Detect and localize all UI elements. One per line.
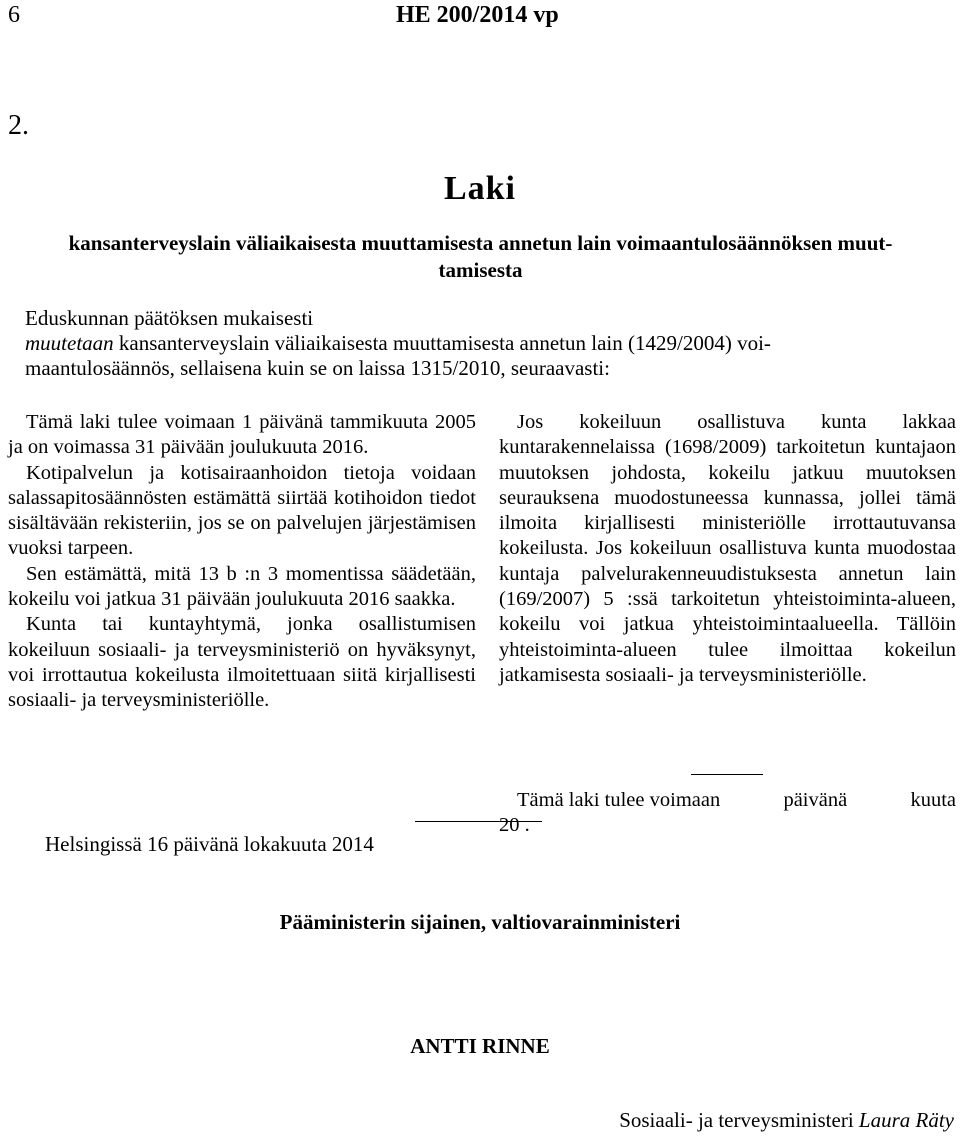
left-paragraph: Sen estämättä, mitä 13 b :n 3 momentissa säädetään, kokeilu voi jatkua 31 päivään joulukuuta 2016 saakka.: [8, 562, 476, 611]
decree-text: kansanterveyslain väliaikaisesta muuttamisesta annetun lain (1429/2004) voi-: [113, 331, 771, 355]
countersignature: [619, 1108, 954, 1133]
signature-divider: [415, 821, 542, 822]
section-divider: [691, 774, 763, 775]
left-column: [8, 410, 476, 714]
right-column: [499, 410, 956, 688]
entry-year: 20 .: [499, 814, 530, 837]
enacting-formula: Eduskunnan päätöksen mukaisesti: [25, 306, 314, 330]
left-paragraph: Kunta tai kuntayhtymä, jonka osallistumisen kokeiluun sosiaali- ja terveysministeriö on hyväksynyt, voi irrottautua kokeilusta ilmoitettuaan siitä kirjallisesti sosiaali- ja terveysministeriölle.: [8, 613, 476, 712]
left-paragraph: Kotipalvelun ja kotisairaanhoidon tietoja voidaan salassapitosäännösten estämättä siirtää kotihoidon tiedot sisältävään rekisteriin, jos se on palvelujen järjestämisen vuoksi tarpeen.: [8, 461, 476, 560]
amendment-clause: [25, 331, 950, 356]
law-subtitle: [8, 230, 953, 284]
law-subtitle-line: tamisesta: [438, 258, 523, 282]
right-paragraph: Jos kokeiluun osallistuva kunta lakkaa kuntarakennelaissa (1698/2009) tarkoitetun kuntajaon muutoksen johdosta, kokeilu jatkuu muutoksen seurauksena muodostuneessa kunnassa, jollei tämä ilmoita kirjallisesti ministeriölle irrottautuvansa kokeilusta. Jos kokeiluun osallistuva kunta muodostaa kuntaja palvelurakenneuudistuksesta annetun lain (169/2007) 5 :ssä tarkoitetun yhteistoiminta-alueen, kokeilu voi jatkua yhteistoimintaalueella. Tällöin yhteistoiminta-alueen tulee ilmoittaa kokeilun jatkamisesta sosiaali- ja terveysministeriölle.: [499, 411, 956, 686]
entry-text-month: kuuta: [910, 789, 956, 811]
entry-text-day: päivänä: [783, 789, 848, 811]
signer-title: Pääministerin sijainen, valtiovarainministeri: [279, 910, 681, 934]
minister-title: Sosiaali- ja terveysministeri: [619, 1108, 859, 1132]
enacting-clause: [25, 306, 950, 381]
law-title: Laki: [443, 170, 517, 207]
entry-into-force-line: [499, 788, 956, 813]
decree-verb: muutetaan: [25, 331, 114, 355]
decree-text-continued: maantulosäännös, sellaisena kuin se on laissa 1315/2010, seuraavasti:: [25, 356, 610, 380]
page-number: 6: [8, 2, 20, 28]
entry-text: Tämä laki tulee voimaan: [517, 789, 721, 811]
law-subtitle-line: kansanterveyslain väliaikaisesta muuttamisesta annetun lain voimaantulosäännöksen muut-: [68, 231, 893, 255]
minister-name: Laura Räty: [858, 1108, 954, 1132]
entry-into-force: [499, 788, 956, 839]
signer-name: ANTTI RINNE: [410, 1034, 550, 1058]
section-number: 2.: [8, 110, 29, 141]
document-code: HE 200/2014 vp: [396, 2, 559, 28]
signing-place-date: Helsingissä 16 päivänä lokakuuta 2014: [45, 832, 374, 856]
left-paragraph: Tämä laki tulee voimaan 1 päivänä tammikuuta 2005 ja on voimassa 31 päivään joulukuuta 2016.: [8, 411, 476, 459]
